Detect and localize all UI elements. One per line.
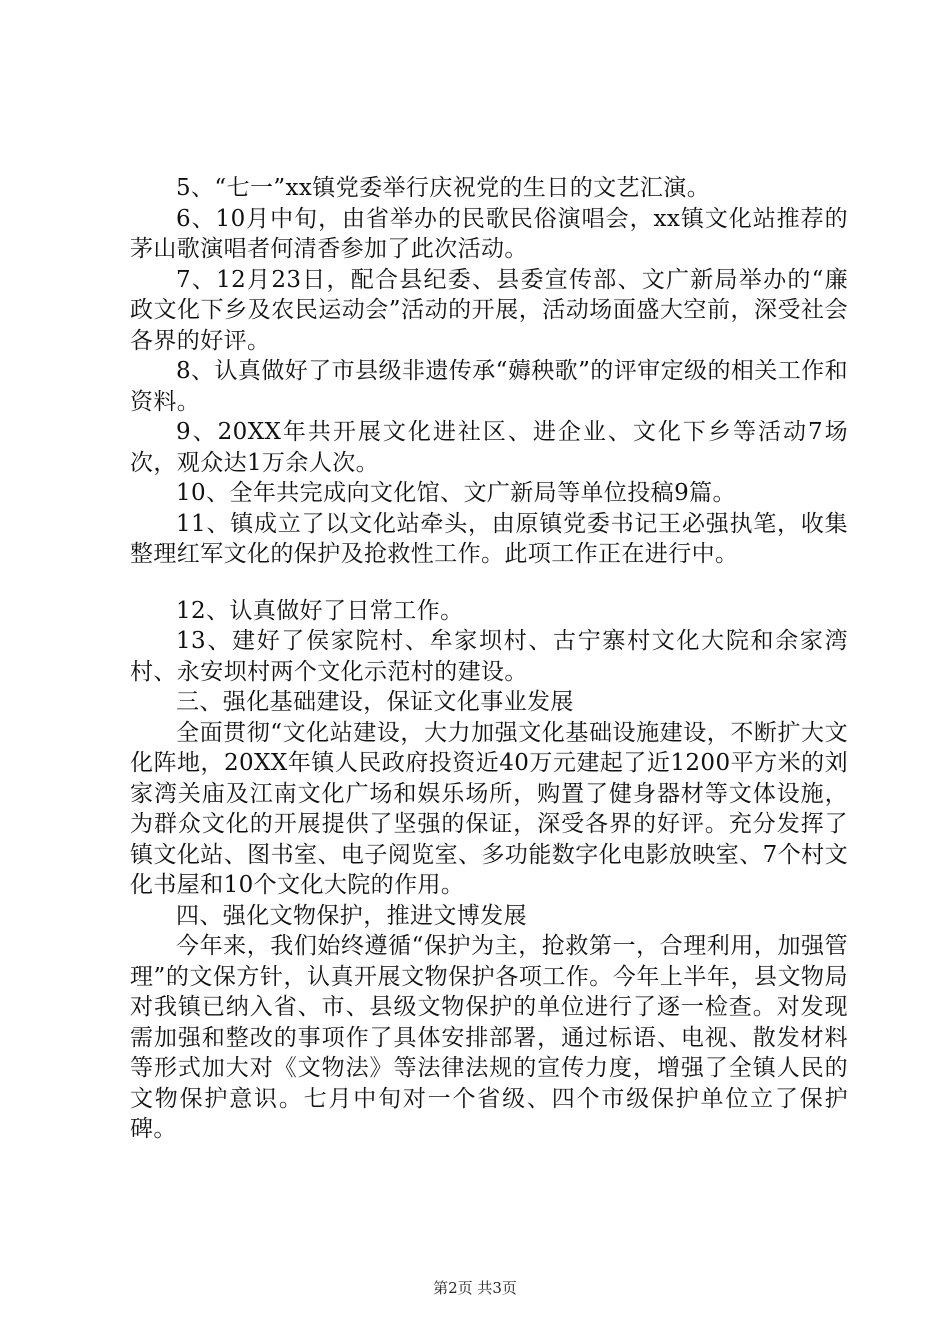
section-heading-4: 四、强化文物保护，推进文博发展 (176, 902, 527, 929)
paragraph-item-13: 13、建好了侯家院村、牟家坝村、古宁寨村文化大院和余家湾村、永安坝村两个文化示范村的建设。 (130, 628, 848, 685)
section-4-body: 今年来，我们始终遵循“保护为主，抢救第一，合理利用，加强管理”的文保方针，认真开展文物保护各项工作。今年上半年，县文物局对我镇已纳入省、市、县级文物保护的单位进行了逐一检查。对发现需加强和整改的事项作了具体安排部署，通过标语、电视、散发材料等形式加大对《文物法》等法律法规的宣传力度，增强了全镇人民的文物保护意识。七月中旬对一个省级、四个市级保护单位立了保护碑。 (130, 933, 848, 1142)
document-body (130, 173, 848, 1145)
section-heading-3: 三、强化基础建设，保证文化事业发展 (176, 689, 574, 715)
paragraph-item-6: 6、10月中旬，由省举办的民歌民俗演唱会，xx镇文化站推荐的茅山歌演唱者何清香参加了此次活动。 (130, 205, 848, 262)
paragraph-item-10: 10、全年共完成向文化馆、文广新局等单位投稿9篇。 (176, 480, 736, 506)
paragraph-item-11: 11、镇成立了以文化站牵头，由原镇党委书记王必强执笔，收集整理红军文化的保护及抢救性工作。此项工作正在进行中。 (130, 510, 848, 567)
page-footer: 第2页 共3页 (433, 1279, 517, 1297)
paragraph-gap (130, 570, 848, 596)
paragraph-item-9: 9、20XX年共开展文化进社区、进企业、文化下乡等活动7场次，观众达1万余人次。 (130, 419, 848, 476)
paragraph-item-8: 8、认真做好了市县级非遗传承“薅秧歌”的评审定级的相关工作和资料。 (130, 358, 848, 415)
paragraph-item-7: 7、12月23日，配合县纪委、县委宣传部、文广新局举办的“廉政文化下乡及农民运动会”活动的开展，活动场面盛大空前，深受社会各界的好评。 (130, 266, 848, 354)
paragraph-item-5: 5、“七一”xx镇党委举行庆祝党的生日的文艺汇演。 (176, 175, 711, 201)
section-3-body: 全面贯彻“文化站建设，大力加强文化基础设施建设，不断扩大文化阵地，20XX年镇人民政府投资近40万元建起了近1200平方米的刘家湾关庙及江南文化广场和娱乐场所，购置了健身器材等文体设施，为群众文化的开展提供了坚强的保证，深受各界的好评。充分发挥了镇文化站、图书室、电子阅览室、多功能数字化电影放映室、7个村文化书屋和10个文化大院的作用。 (130, 719, 848, 898)
paragraph-item-12: 12、认真做好了日常工作。 (176, 597, 464, 624)
